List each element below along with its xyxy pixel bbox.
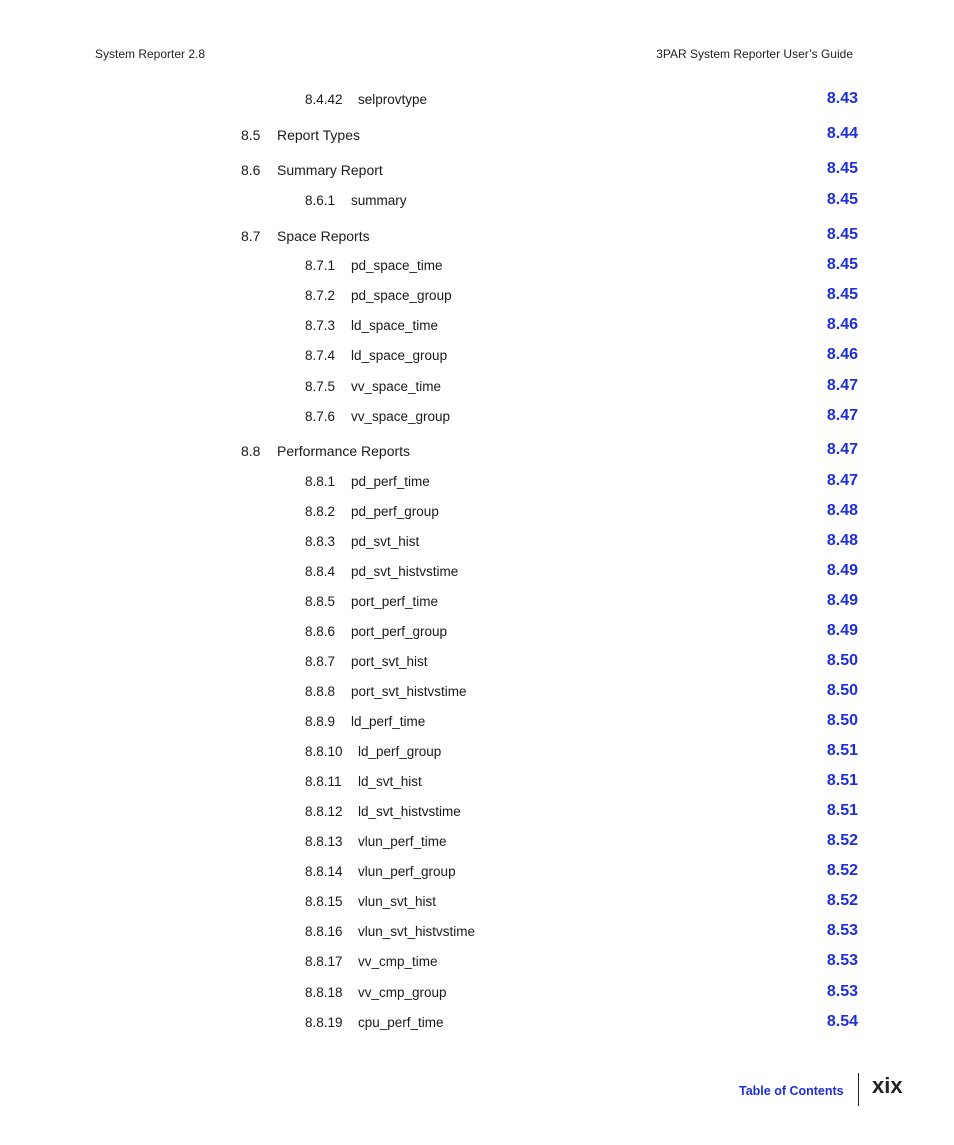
running-header-left: System Reporter 2.8 bbox=[95, 47, 206, 61]
toc-entry-page-link[interactable]: 8.51 bbox=[826, 742, 858, 759]
toc-entry[interactable] bbox=[0, 894, 954, 918]
toc-entry-page-link[interactable]: 8.52 bbox=[826, 892, 858, 909]
toc-entry-page-link[interactable]: 8.54 bbox=[826, 1013, 858, 1030]
toc-entry-title[interactable]: vlun_perf_time bbox=[358, 834, 447, 849]
toc-entry-number: 8.8.13 bbox=[305, 834, 343, 849]
toc-entry-title[interactable]: vv_cmp_time bbox=[358, 954, 438, 969]
toc-entry-number: 8.8.1 bbox=[305, 474, 336, 489]
toc-entry-number: 8.5 bbox=[241, 127, 261, 143]
toc-entry-title[interactable]: cpu_perf_time bbox=[358, 1015, 444, 1030]
toc-entry-page-link[interactable]: 8.47 bbox=[826, 472, 858, 489]
toc-entry-number: 8.7.2 bbox=[305, 288, 336, 303]
toc-entry-title[interactable]: summary bbox=[351, 193, 407, 208]
toc-entry-title[interactable]: ld_perf_time bbox=[351, 714, 426, 729]
footer-page-number: xix bbox=[872, 1073, 903, 1098]
toc-entry-page-link[interactable]: 8.51 bbox=[826, 802, 858, 819]
toc-entry-page-link[interactable]: 8.49 bbox=[826, 562, 858, 579]
toc-entry[interactable] bbox=[0, 288, 954, 312]
toc-entry[interactable] bbox=[0, 774, 954, 798]
toc-entry-number: 8.8.7 bbox=[305, 654, 336, 669]
toc-entry[interactable] bbox=[0, 409, 954, 433]
toc-entry-title[interactable]: Performance Reports bbox=[277, 443, 411, 459]
toc-entry[interactable] bbox=[0, 1015, 954, 1039]
toc-entry[interactable] bbox=[0, 564, 954, 588]
toc-entry-number: 8.8 bbox=[241, 443, 261, 459]
toc-entry-page-link[interactable]: 8.46 bbox=[826, 346, 858, 363]
toc-entry-number: 8.8.5 bbox=[305, 594, 336, 609]
toc-entry-page-link[interactable]: 8.49 bbox=[826, 622, 858, 639]
toc-entry-number: 8.8.8 bbox=[305, 684, 336, 699]
toc-entry-number: 8.8.14 bbox=[305, 864, 343, 879]
toc-entry[interactable] bbox=[0, 534, 954, 558]
toc-entry-page-link[interactable]: 8.45 bbox=[826, 191, 858, 208]
toc-entry-title[interactable]: ld_svt_hist bbox=[358, 774, 422, 789]
toc-entry[interactable] bbox=[0, 654, 954, 678]
toc-entry-page-link[interactable]: 8.50 bbox=[826, 652, 858, 669]
toc-entry-page-link[interactable]: 8.45 bbox=[826, 286, 858, 303]
footer-section-label[interactable]: Table of Contents bbox=[739, 1084, 844, 1098]
toc-entry-page-link[interactable]: 8.48 bbox=[826, 502, 858, 519]
toc-entry-number: 8.8.2 bbox=[305, 504, 336, 519]
toc-entry-title[interactable]: pd_svt_histvstime bbox=[351, 564, 459, 579]
toc-entry-title[interactable]: port_svt_histvstime bbox=[351, 684, 467, 699]
toc-entry[interactable] bbox=[0, 127, 954, 151]
toc-entry-title[interactable]: pd_space_group bbox=[351, 288, 452, 303]
toc-entry-title[interactable]: ld_space_time bbox=[351, 318, 439, 333]
toc-entry-number: 8.8.3 bbox=[305, 534, 336, 549]
toc-entry-number: 8.8.11 bbox=[305, 774, 342, 789]
toc-entry-page-link[interactable]: 8.46 bbox=[826, 316, 858, 333]
toc-entry[interactable] bbox=[0, 258, 954, 282]
toc-entry-page-link[interactable]: 8.53 bbox=[826, 922, 858, 939]
toc-entry[interactable] bbox=[0, 594, 954, 618]
toc-entry[interactable] bbox=[0, 162, 954, 186]
toc-entry-number: 8.8.4 bbox=[305, 564, 336, 579]
toc-entry-page-link[interactable]: 8.48 bbox=[826, 532, 858, 549]
toc-entry-number: 8.8.15 bbox=[305, 894, 343, 909]
toc-entry[interactable] bbox=[0, 954, 954, 978]
toc-entry-title[interactable]: vv_space_group bbox=[351, 409, 451, 424]
toc-entry-title[interactable]: vlun_svt_histvstime bbox=[358, 924, 476, 939]
toc-entry[interactable] bbox=[0, 379, 954, 403]
toc-entry-page-link[interactable]: 8.49 bbox=[826, 592, 858, 609]
toc-entry-page-link[interactable]: 8.47 bbox=[826, 377, 858, 394]
toc-entry-page-link[interactable]: 8.51 bbox=[826, 772, 858, 789]
toc-entry-title[interactable]: pd_perf_time bbox=[351, 474, 430, 489]
toc-entry[interactable] bbox=[0, 228, 954, 252]
toc-entry-page-link[interactable]: 8.53 bbox=[826, 983, 858, 1000]
toc-entry-title[interactable]: port_perf_time bbox=[351, 594, 439, 609]
toc-entry-number: 8.8.9 bbox=[305, 714, 336, 729]
toc-entry-title[interactable]: pd_perf_group bbox=[351, 504, 439, 519]
toc-entry-number: 8.7.1 bbox=[305, 258, 336, 273]
footer-divider bbox=[858, 1073, 859, 1106]
toc-entry-number: 8.6.1 bbox=[305, 193, 336, 208]
toc-entry-number: 8.8.18 bbox=[305, 985, 343, 1000]
toc-entry[interactable] bbox=[0, 504, 954, 528]
toc-entry-page-link[interactable]: 8.45 bbox=[826, 160, 858, 177]
toc-entry-title[interactable]: selprovtype bbox=[358, 92, 428, 107]
toc-entry[interactable] bbox=[0, 864, 954, 888]
toc-entry-number: 8.7.5 bbox=[305, 379, 336, 394]
toc-entry-title[interactable]: pd_svt_hist bbox=[351, 534, 420, 549]
toc-entry-number: 8.8.10 bbox=[305, 744, 343, 759]
toc-entry-title[interactable]: ld_perf_group bbox=[358, 744, 442, 759]
toc-entry-page-link[interactable]: 8.45 bbox=[826, 226, 858, 243]
toc-entry[interactable] bbox=[0, 474, 954, 498]
toc-entry-page-link[interactable]: 8.50 bbox=[826, 712, 858, 729]
toc-entry-number: 8.8.6 bbox=[305, 624, 336, 639]
toc-entry-page-link[interactable]: 8.52 bbox=[826, 832, 858, 849]
toc-entry-title[interactable]: ld_space_group bbox=[351, 348, 448, 363]
toc-entry-title[interactable]: Summary Report bbox=[277, 162, 383, 178]
toc-entry-title[interactable]: pd_space_time bbox=[351, 258, 443, 273]
toc-entry-title[interactable]: vv_space_time bbox=[351, 379, 442, 394]
toc-entry-number: 8.7 bbox=[241, 228, 261, 244]
toc-entry-title[interactable]: port_svt_hist bbox=[351, 654, 428, 669]
toc-entry-title[interactable]: vlun_svt_hist bbox=[358, 894, 437, 909]
toc-entry[interactable] bbox=[0, 744, 954, 768]
toc-entry-page-link[interactable]: 8.53 bbox=[826, 952, 858, 969]
toc-entry[interactable] bbox=[0, 624, 954, 648]
toc-entry-page-link[interactable]: 8.47 bbox=[826, 441, 858, 458]
running-header-right: 3PAR System Reporter User’s Guide bbox=[656, 47, 853, 61]
toc-entry-number: 8.7.6 bbox=[305, 409, 336, 424]
toc-entry-page-link[interactable]: 8.52 bbox=[826, 862, 858, 879]
toc-entry-title[interactable]: Report Types bbox=[277, 127, 361, 143]
toc-entry[interactable] bbox=[0, 985, 954, 1009]
toc-entry-number: 8.8.16 bbox=[305, 924, 343, 939]
toc-entry-page-link[interactable]: 8.50 bbox=[826, 682, 858, 699]
toc-entry-number: 8.4.42 bbox=[305, 92, 343, 107]
toc-entry[interactable] bbox=[0, 804, 954, 828]
toc-entry[interactable] bbox=[0, 92, 954, 116]
toc-entry-number: 8.6 bbox=[241, 162, 261, 178]
toc-entry[interactable] bbox=[0, 714, 954, 738]
toc-entry[interactable] bbox=[0, 443, 954, 467]
toc-entry-page-link[interactable]: 8.44 bbox=[826, 125, 858, 142]
toc-entry-number: 8.8.17 bbox=[305, 954, 343, 969]
toc-entry[interactable] bbox=[0, 318, 954, 342]
toc-entry-number: 8.8.12 bbox=[305, 804, 343, 819]
toc-entry-number: 8.7.4 bbox=[305, 348, 336, 363]
toc-entry-page-link[interactable]: 8.43 bbox=[826, 90, 858, 107]
toc-entry-page-link[interactable]: 8.47 bbox=[826, 407, 858, 424]
toc-entry-title[interactable]: vv_cmp_group bbox=[358, 985, 447, 1000]
toc-entry-title[interactable]: Space Reports bbox=[277, 228, 370, 244]
toc-entry-number: 8.8.19 bbox=[305, 1015, 343, 1030]
toc-entry[interactable] bbox=[0, 193, 954, 217]
toc-entry[interactable] bbox=[0, 834, 954, 858]
toc-entry[interactable] bbox=[0, 684, 954, 708]
toc-entry-title[interactable]: port_perf_group bbox=[351, 624, 448, 639]
toc-entry-title[interactable]: ld_svt_histvstime bbox=[358, 804, 461, 819]
toc-entry-title[interactable]: vlun_perf_group bbox=[358, 864, 456, 879]
toc-entry-number: 8.7.3 bbox=[305, 318, 336, 333]
toc-entry-page-link[interactable]: 8.45 bbox=[826, 256, 858, 273]
toc-entry[interactable] bbox=[0, 348, 954, 372]
toc-entry[interactable] bbox=[0, 924, 954, 948]
